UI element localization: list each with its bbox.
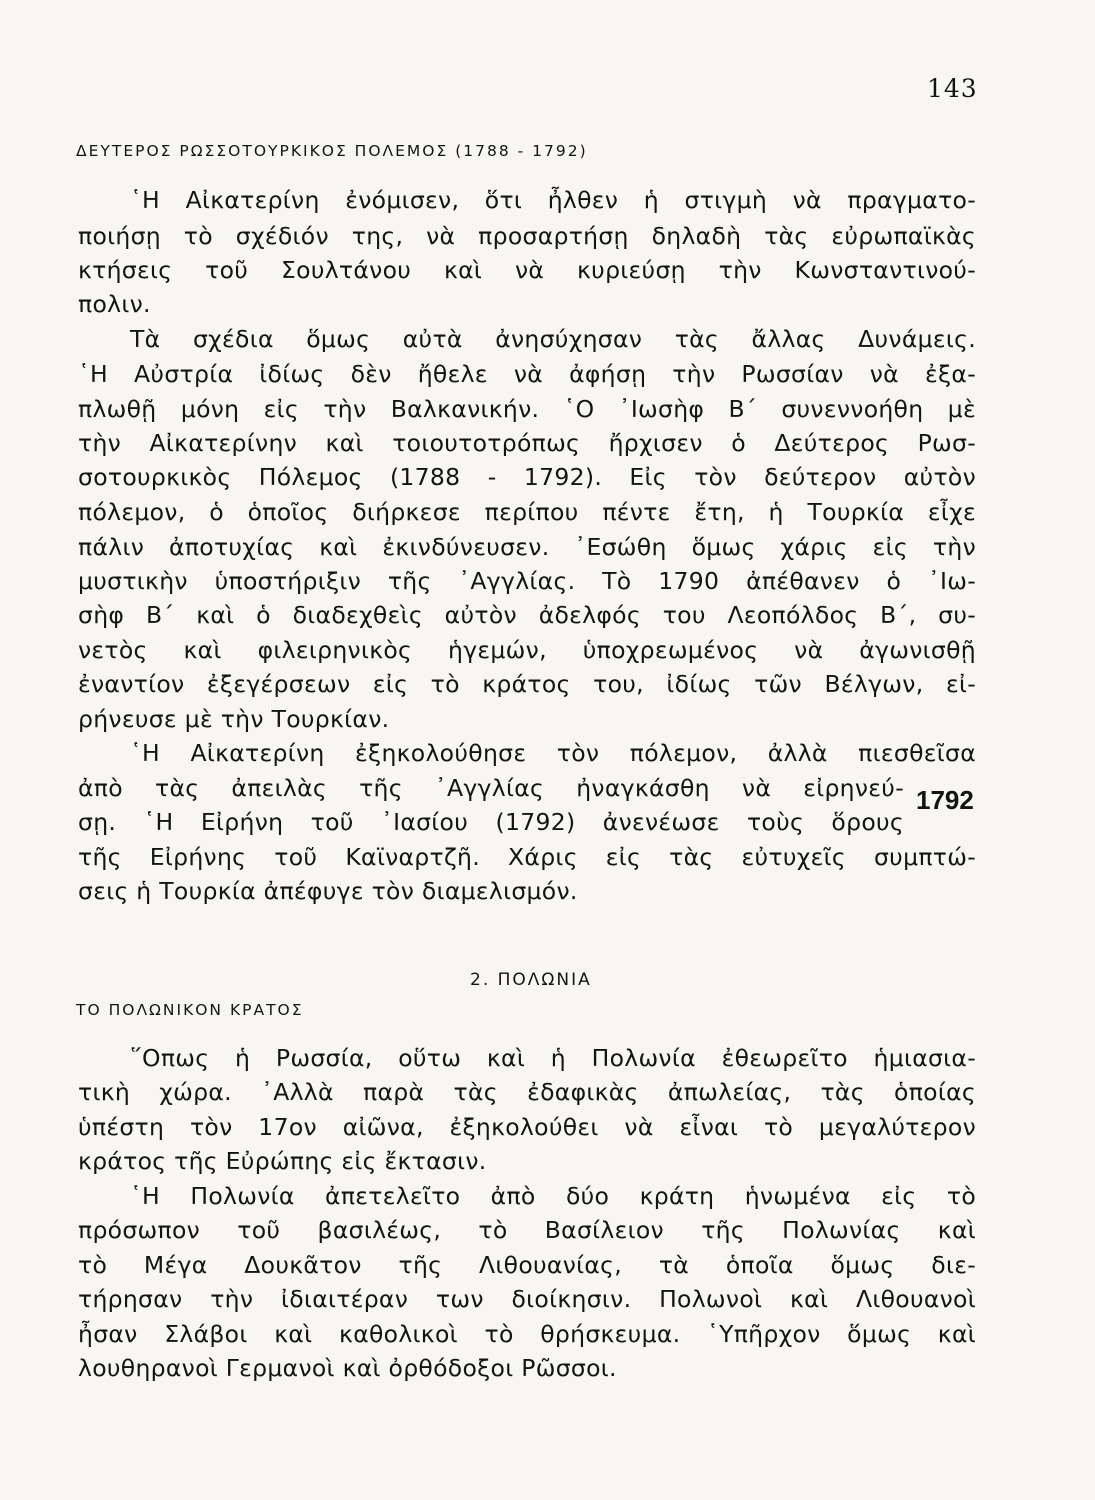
margin-note-year: 1792	[916, 785, 974, 815]
text-line: σῃ. ῾Η Εἰρήνη τοῦ ᾿Ιασίου (1792) ἀνενέωσε τοὺς ὅρους	[78, 808, 904, 836]
text-line: ἀπὸ τὰς ἀπειλὰς τῆς ᾿Αγγλίας ἠναγκάσθη νὰ εἰρηνεύ-	[78, 774, 904, 802]
section-heading: ΤΟ ΠΟΛΩΝΙΚΟΝ ΚΡΑΤΟΣ	[76, 1001, 304, 1019]
section-number-title: 2. ΠΟΛΩΝΙΑ	[470, 970, 592, 990]
text-line: ῾Η Αἰκατερίνη ἐνόμισεν, ὅτι ἦλθεν ἡ στιγμὴ νὰ πραγματο-	[130, 186, 976, 214]
text-line: Τὰ σχέδια ὅμως αὐτὰ ἀνησύχησαν τὰς ἄλλας Δυνάμεις.	[130, 325, 976, 353]
page-number: 143	[927, 74, 978, 103]
text-line: τήρησαν τὴν ἰδιαιτέραν των διοίκησιν. Πολωνοὶ καὶ Λιθουανοὶ	[78, 1285, 976, 1313]
text-line: πλωθῇ μόνη εἰς τὴν Βαλκανικήν. ῾Ο ᾿Ιωσὴφ Β´ συνεννοήθη μὲ	[78, 395, 976, 423]
text-line: πολιν.	[78, 290, 151, 318]
text-line: λουθηρανοὶ Γερμανοὶ καὶ ὀρθόδοξοι Ρῶσσοι.	[78, 1354, 617, 1382]
text-line: ρήνευσε μὲ τὴν Τουρκίαν.	[78, 705, 390, 733]
text-line: πάλιν ἀποτυχίας καὶ ἐκινδύνευσεν. ᾿Εσώθη ὅμως χάρις εἰς τὴν	[78, 533, 976, 561]
text-line: πρόσωπον τοῦ βασιλέως, τὸ Βασίλειον τῆς Πολωνίας καὶ	[78, 1216, 976, 1244]
text-line: μυστικὴν ὑποστήριξιν τῆς ᾿Αγγλίας. Τὸ 1790 ἀπέθανεν ὁ ᾿Ιω-	[78, 567, 976, 595]
text-line: ῞Οπως ἡ Ρωσσία, οὕτω καὶ ἡ Πολωνία ἐθεωρεῖτο ἡμιασια-	[130, 1044, 976, 1072]
text-line: ῾Η Πολωνία ἀπετελεῖτο ἀπὸ δύο κράτη ἡνωμένα εἰς τὸ	[130, 1182, 976, 1210]
text-line: τὸ Μέγα Δουκᾶτον τῆς Λιθουανίας, τὰ ὁποῖα ὅμως διε-	[78, 1251, 976, 1279]
text-line: τὴν Αἰκατερίνην καὶ τοιουτοτρόπως ἤρχισεν ὁ Δεύτερος Ρωσ-	[78, 429, 976, 457]
text-line: σοτουρκικὸς Πόλεμος (1788 - 1792). Εἰς τὸν δεύτερον αὐτὸν	[78, 463, 976, 491]
text-line: νετὸς καὶ φιλειρηνικὸς ἡγεμών, ὑποχρεωμένος νὰ ἀγωνισθῇ	[78, 636, 976, 664]
text-line: τικὴ χώρα. ᾿Αλλὰ παρὰ τὰς ἐδαφικὰς ἀπωλείας, τὰς ὁποίας	[78, 1078, 976, 1106]
section-heading: ΔΕΥΤΕΡΟΣ ΡΩΣΣΟΤΟΥΡΚΙΚΟΣ ΠΟΛΕΜΟΣ (1788 - 1792)	[76, 142, 588, 160]
text-line: σεις ἡ Τουρκία ἀπέφυγε τὸν διαμελισμόν.	[78, 877, 578, 905]
text-line: ποιήσῃ τὸ σχέδιόν της, νὰ προσαρτήσῃ δηλαδὴ τὰς εὐρωπαϊκὰς	[78, 222, 976, 250]
text-line: σὴφ Β´ καὶ ὁ διαδεχθεὶς αὐτὸν ἀδελφός του Λεοπόλδος Β´, συ-	[78, 601, 976, 629]
text-line: ῾Η Αἰκατερίνη ἐξηκολούθησε τὸν πόλεμον, ἀλλὰ πιεσθεῖσα	[130, 739, 976, 767]
text-line: κτήσεις τοῦ Σουλτάνου καὶ νὰ κυριεύσῃ τὴν Κωνσταντινού-	[78, 256, 976, 284]
text-line: ῾Η Αὐστρία ἰδίως δὲν ἤθελε νὰ ἀφήσῃ τὴν Ρωσσίαν νὰ ἐξα-	[78, 360, 976, 388]
text-line: ὑπέστη τὸν 17ον αἰῶνα, ἐξηκολούθει νὰ εἶναι τὸ μεγαλύτερον	[78, 1113, 976, 1141]
text-line: ἐναντίον ἐξεγέρσεων εἰς τὸ κράτος του, ἰδίως τῶν Βέλγων, εἰ-	[78, 670, 976, 698]
text-line: πόλεμον, ὁ ὁποῖος διήρκεσε περίπου πέντε ἔτη, ἡ Τουρκία εἶχε	[78, 498, 976, 526]
text-line: ἦσαν Σλάβοι καὶ καθολικοὶ τὸ θρήσκευμα. ῾Υπῆρχον ὅμως καὶ	[78, 1320, 976, 1348]
text-line: τῆς Εἰρήνης τοῦ Καϊναρτζῆ. Χάρις εἰς τὰς εὐτυχεῖς συμπτώ-	[78, 843, 976, 871]
text-line: κράτος τῆς Εὐρώπης εἰς ἔκτασιν.	[78, 1147, 487, 1175]
